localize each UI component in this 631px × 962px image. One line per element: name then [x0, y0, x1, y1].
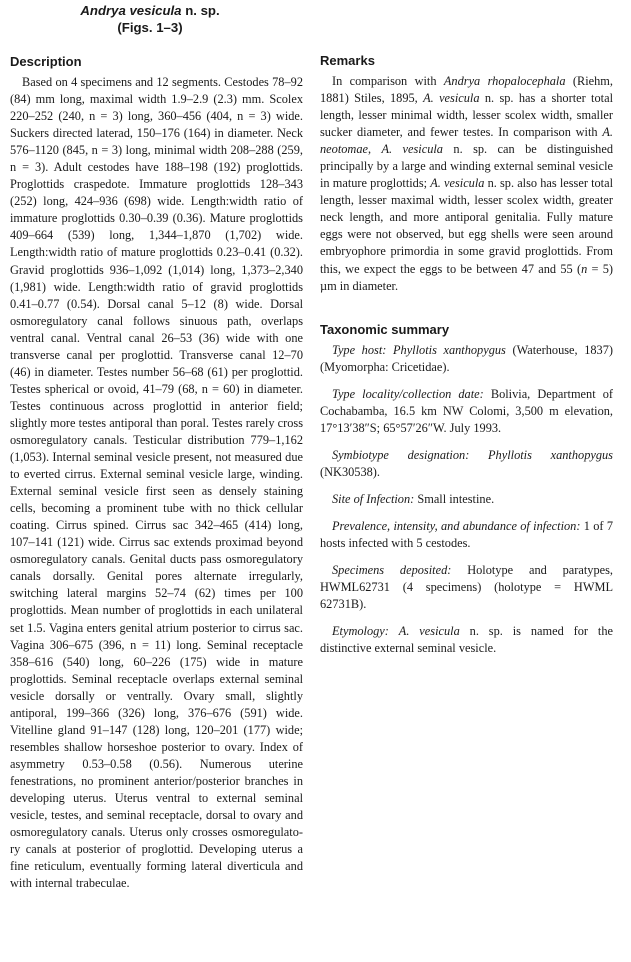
right-column [320, 52, 613, 669]
description-text: Based on 4 specimens and 12 segments. Cestodes 78–92 (84) mm long, maximal width 1.9–2.9 (2.3) mm. Scolex 220–252 (240, n = 3) long, 360–456 (404, n = 3) wide. Suckers directed laterad, 150–176 (164) in diameter. Neck 576–1120 (845, n = 3) long, minimal width 208–288 (259, n = 3). Adult cestodes have 188–198 (192) proglottids. Proglottids craspedote. Immature proglottids 128–343 (252) long, 424–936 (698) wide. Length:width ratio of immature proglottids 0.30–0.39 (0.36). Mature proglottids 409–664 (539) long, 1,344–1,870 (1,702) wide. Length:width ratio of mature proglottids 0.23–0.41 (0.32). Gravid proglottids 936–1,092 (1,014) long, 1,373–2,340 (1,981) wide. Length:width ratio of gravid proglottids 0.41–0.77 (0.54). Dorsal canal 5–12 (8) wide. Dorsal osmoregulatory canal follows sinuous path, overlaps ventral canal. Ventral canal 26–53 (36) wide with one transverse canal per proglottid. Transverse canal 12–70 (46) in diameter. Testes number 56–68 (61) per proglottid. Testes spherical or ovoid, 41–79 (68, n = 60) in diameter. Testes continuous across proglottid in anterior field; slightly more testes antiporal than poral. Testes rarely cross osmoregulatory canals. Testicular distribution 779–1,162 (1,053). Internal seminal vesicle present, not measured due to everted cirrus. External seminal vesicle large, winding. External seminal vesicle first seen as densely staining cells, becoming a prominent tube with no thick cellular coating. Cirrus spined. Cirrus sac 342–465 (414) long, 107–141 (121) wide. Cirrus sac extends proximad beyond osmoregulatory canals. Genital ducts pass osmoregulatory canals dorsally. Genital pores alternate irregularly, switching lateral margins 52–74 (62) times per 100 proglottids. Mean number of proglottids in each unilateral set 1.5. Vagina enters genital atrium posterior to cirrus sac. Vagina 306–675 (396, n = 11) long. Seminal receptacle 358–616 (540) long, 60–226 (175) wide in mature proglottids. Seminal receptacle overlaps external seminal vesicle dorsally or ventrally. Ovary small, slightly antiporal, 199–366 (326) long, 376–676 (591) wide. Vitelline gland 91–147 (128) long, 120–201 (177) wide; resembles shallow horseshoe posterior to ovary. Index of asymmetry 0.53–0.58 (0.56). Numerous uterine fenestrations, no prominent anterior/posterior branches in developing uterus. Uterus ventral to external seminal vesicle, testes, and seminal receptacle, dorsal to ovary and osmoregulatory canals. Uterus only crosses osmoregulatory canals at posterior of proglottid. Developing uterus a fine reticulum, eventually forming lateral diverticula and with internal trabeculae. [10, 75, 303, 891]
taxonomic-entry [320, 386, 613, 437]
figure-reference: (Figs. 1–3) [117, 20, 183, 35]
taxonomic-entry [320, 562, 613, 613]
description-section [10, 53, 303, 892]
entry-value: Bolivia, Department of Cochabamba, 16.5 km NW Colomi, 3,500 m elevation, 17°13′38″S; 65°57′26″W. July 1993. [320, 386, 613, 435]
taxonomic-entry [320, 623, 613, 657]
species-ref: A. neotomae [320, 125, 613, 157]
remarks-heading: Remarks [320, 53, 375, 68]
entry-species: A. vesicula [398, 624, 460, 639]
entry-label: Prevalence, intensity, and abundance of infection: [332, 518, 581, 533]
entry-value: (NK30538). [320, 464, 380, 479]
species-ref: A. vesicula [381, 142, 443, 157]
species-ref: A. vesicula [430, 176, 485, 191]
remarks-text-part: n. sp. can be distinguished principally by a large and winding external seminal vesicle in mature proglottids; [320, 142, 613, 191]
sample-size-n: n [581, 261, 588, 276]
taxonomic-entry-text [320, 386, 613, 437]
entry-value: n. sp. is named for the distinctive external seminal vesicle. [320, 624, 614, 656]
species-name-line [0, 2, 300, 19]
left-column [10, 53, 303, 904]
entry-label: Type locality/collection date: [332, 386, 484, 401]
entry-value: Small intestine. [414, 491, 495, 506]
species-ref: Andrya rhopalocephala [443, 74, 566, 88]
taxonomic-entry-text [320, 447, 613, 481]
remarks-text [320, 73, 613, 295]
taxonomic-summary-section [320, 321, 613, 658]
taxonomic-entry-text [320, 491, 613, 508]
taxonomic-entry-text [320, 562, 613, 613]
taxonomic-entry-text [320, 342, 613, 376]
remarks-text-part: n. sp. also has lesser total length, lesser maximal width, lesser scolex width, greater neck length, and more antiporal genitalia. Fully mature eggs were not observed, but egg shells were seen around embryophore primordia in some gravid proglottids. From this, we expect the eggs to be between 47 and 55 ( [320, 176, 614, 276]
entry-value: (Waterhouse, 1837) (Myomorpha: Cricetidae). [320, 342, 614, 374]
entry-label: Symbiotype designation: [332, 447, 470, 462]
remarks-text-part: = 5) µm in diameter. [320, 261, 613, 293]
species-title [0, 2, 300, 36]
taxonomic-entry-text [320, 623, 613, 657]
entry-value: 1 of 7 hosts infected with 5 cestodes. [320, 518, 614, 551]
entry-value: Holotype and paratypes, HWML62731 (4 specimens) (holotype = HWML 62731B). [320, 563, 613, 612]
remarks-text-part: n. sp. has a shorter total length, lesser minimal width, lesser scolex width, smaller sucker diameter, and fewer testes. In comparison with [320, 91, 613, 140]
taxonomic-entries [320, 342, 613, 658]
entry-label: Site of Infection: [332, 491, 415, 506]
remarks-section [320, 52, 613, 295]
entry-label: Etymology: [332, 624, 389, 639]
taxonomic-entry [320, 518, 613, 552]
entry-label: Specimens deposited: [332, 563, 452, 578]
entry-label: Type host: [332, 342, 387, 357]
taxonomic-entry-text [320, 518, 613, 552]
entry-species: Phyllotis xanthopygus [488, 447, 613, 462]
taxonomic-summary-heading: Taxonomic summary [320, 321, 450, 337]
entry-species: Phyllotis xanthopygus [392, 342, 506, 357]
description-heading: Description [10, 54, 82, 69]
remarks-text-part: In comparison with [332, 74, 444, 88]
taxonomic-entry [320, 447, 613, 481]
species-ref: A. vesicula [423, 91, 480, 106]
remarks-text-part: (Riehm, 1881) Stiles, 1895, [320, 74, 613, 106]
species-name: Andrya vesicula [80, 3, 182, 18]
taxonomic-entry [320, 491, 613, 508]
remarks-text-part: , [368, 142, 382, 157]
taxonomic-entry [320, 342, 613, 376]
species-suffix: n. sp. [185, 3, 220, 18]
